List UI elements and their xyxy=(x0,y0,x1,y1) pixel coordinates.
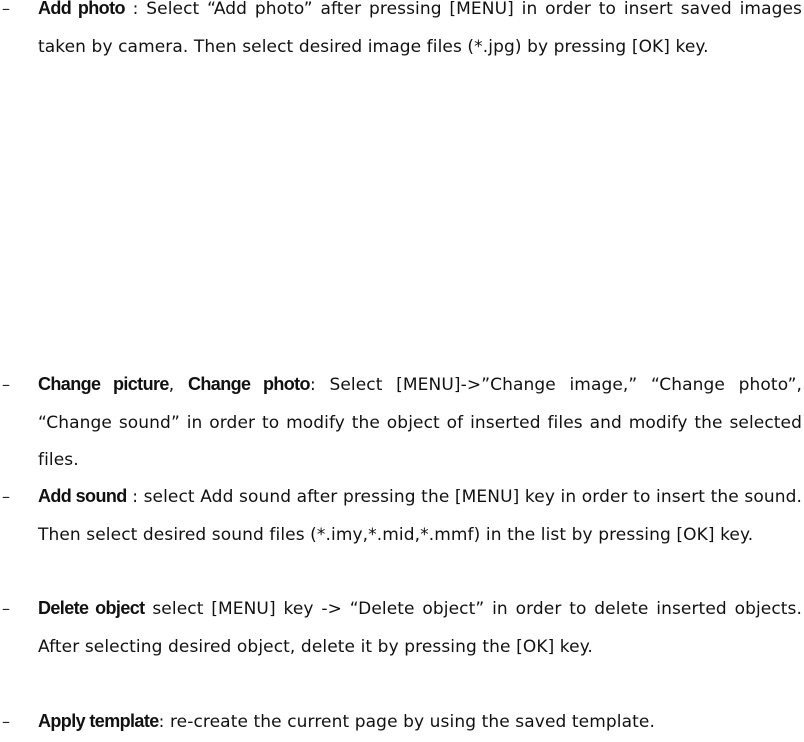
list-item-apply-template xyxy=(0,703,804,742)
delete-object-paragraph xyxy=(38,590,802,666)
change-picture-paragraph xyxy=(38,366,802,480)
add-sound-text: : select Add sound after pressing the [MENU] key in order to insert the sound. Then select desired sound files (*.imy,*.mid,*.mmf) in the list by pressing [OK] key. xyxy=(38,487,802,545)
add-photo-text: : Select “Add photo” after pressing [MENU] in order to insert saved images taken by camera. Then select desired image files (*.jpg) by pressing [OK] key. xyxy=(38,0,802,57)
bullet-dash: – xyxy=(2,712,10,731)
change-picture-text: : Select [MENU]->”Change image,” “Change photo”, “Change sound” in order to modify the object of inserted files and modify the selected files. xyxy=(38,375,802,470)
bullet-dash: – xyxy=(2,599,10,618)
term-apply-template: Apply template xyxy=(38,711,159,731)
bullet-dash: – xyxy=(2,487,10,506)
term-separator: , xyxy=(168,375,188,395)
list-item-add-photo xyxy=(0,0,804,66)
apply-template-paragraph xyxy=(38,703,802,742)
bullet-dash: – xyxy=(2,0,10,18)
add-sound-paragraph xyxy=(38,478,802,554)
bullet-dash: – xyxy=(2,375,10,394)
list-item-add-sound xyxy=(0,478,804,554)
term-change-photo: Change photo xyxy=(187,374,310,394)
term-change-picture: Change picture xyxy=(38,374,169,394)
term-add-sound: Add sound xyxy=(38,486,127,506)
delete-object-text: select [MENU] key -> “Delete object” in order to delete inserted objects. After selecting desired object, delete it by pressing the [OK] key. xyxy=(38,599,803,657)
term-delete-object: Delete object xyxy=(38,598,145,618)
apply-template-text: : re-create the current page by using the saved template. xyxy=(158,712,655,732)
term-add-photo: Add photo xyxy=(38,0,125,18)
list-item-change-picture xyxy=(0,366,804,480)
list-item-delete-object xyxy=(0,590,804,666)
add-photo-paragraph xyxy=(38,0,802,66)
